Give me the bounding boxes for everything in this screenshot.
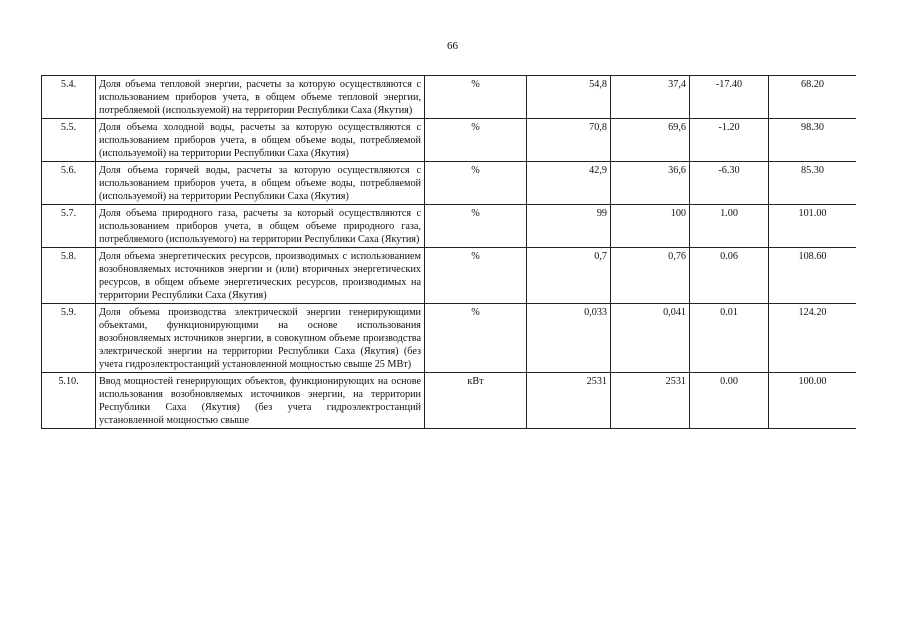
table-row	[42, 162, 857, 205]
percent-cell: 101.00	[769, 205, 857, 248]
value-1-cell: 2531	[527, 373, 611, 429]
row-number: 5.10.	[42, 373, 96, 429]
deviation-cell: 0.00	[690, 373, 769, 429]
percent-cell: 100.00	[769, 373, 857, 429]
value-2-cell: 2531	[611, 373, 690, 429]
unit-cell: %	[425, 162, 527, 205]
percent-cell: 108.60	[769, 248, 857, 304]
percent-cell: 98.30	[769, 119, 857, 162]
row-number: 5.7.	[42, 205, 96, 248]
value-2-cell: 69,6	[611, 119, 690, 162]
indicator-description: Доля объема производства электрической энергии генерирующими объектами, функционирующими на основе использования возобновляемых источников энергии, в совокупном объеме производства электрической энергии на территории Республики Саха (Якутия) (без учета гидроэлектростанций установленной мощностью свыше 25 МВт)	[96, 304, 425, 373]
value-2-cell: 0,041	[611, 304, 690, 373]
deviation-cell: 0.01	[690, 304, 769, 373]
value-1-cell: 99	[527, 205, 611, 248]
percent-cell: 124.20	[769, 304, 857, 373]
value-2-cell: 37,4	[611, 76, 690, 119]
deviation-cell: -17.40	[690, 76, 769, 119]
unit-cell: %	[425, 205, 527, 248]
row-number: 5.5.	[42, 119, 96, 162]
page-number: 66	[447, 40, 458, 52]
table-row	[42, 373, 857, 429]
deviation-cell: 1.00	[690, 205, 769, 248]
deviation-cell: 0.06	[690, 248, 769, 304]
value-1-cell: 42,9	[527, 162, 611, 205]
table-row	[42, 76, 857, 119]
value-1-cell: 0,033	[527, 304, 611, 373]
value-1-cell: 0,7	[527, 248, 611, 304]
value-1-cell: 70,8	[527, 119, 611, 162]
indicator-description: Доля объема природного газа, расчеты за который осуществляются с использованием приборов учета, в общем объеме природного газа, потребляемого (используемого) на территории Республики Саха (Якутия)	[96, 205, 425, 248]
indicator-description: Доля объема тепловой энергии, расчеты за которую осуществляются с использованием приборов учета, в общем объеме тепловой энергии, потребляемой (используемой) на территории Республики Саха (Якутия)	[96, 76, 425, 119]
value-2-cell: 100	[611, 205, 690, 248]
table-row	[42, 304, 857, 373]
indicator-description: Доля объема энергетических ресурсов, производимых с использованием возобновляемых источников энергии и (или) вторичных энергетических ресурсов, в общем объеме энергетических ресурсов, производимых на территории Республики Саха (Якутия)	[96, 248, 425, 304]
row-number: 5.6.	[42, 162, 96, 205]
unit-cell: %	[425, 248, 527, 304]
unit-cell: %	[425, 76, 527, 119]
table-row	[42, 205, 857, 248]
value-1-cell: 54,8	[527, 76, 611, 119]
unit-cell: %	[425, 304, 527, 373]
table-row	[42, 248, 857, 304]
indicator-description: Доля объема горячей воды, расчеты за которую осуществляются с использованием приборов учета, в общем объеме воды, потребляемой (используемой) на территории Республики Саха (Якутия)	[96, 162, 425, 205]
percent-cell: 68.20	[769, 76, 857, 119]
indicator-description: Доля объема холодной воды, расчеты за которую осуществляются с использованием приборов учета, в общем объеме воды, потребляемой (используемой) на территории Республики Саха (Якутия)	[96, 119, 425, 162]
row-number: 5.4.	[42, 76, 96, 119]
table-row	[42, 119, 857, 162]
indicators-table-container	[41, 75, 856, 603]
indicator-description: Ввод мощностей генерирующих объектов, функционирующих на основе использования возобновляемых источников энергии, на территории Республики Саха (Якутия) (без учета гидроэлектростанций установленной мощностью свыше	[96, 373, 425, 429]
value-2-cell: 36,6	[611, 162, 690, 205]
row-number: 5.9.	[42, 304, 96, 373]
row-number: 5.8.	[42, 248, 96, 304]
value-2-cell: 0,76	[611, 248, 690, 304]
deviation-cell: -6.30	[690, 162, 769, 205]
unit-cell: кВт	[425, 373, 527, 429]
deviation-cell: -1.20	[690, 119, 769, 162]
indicators-table	[41, 75, 856, 429]
unit-cell: %	[425, 119, 527, 162]
percent-cell: 85.30	[769, 162, 857, 205]
